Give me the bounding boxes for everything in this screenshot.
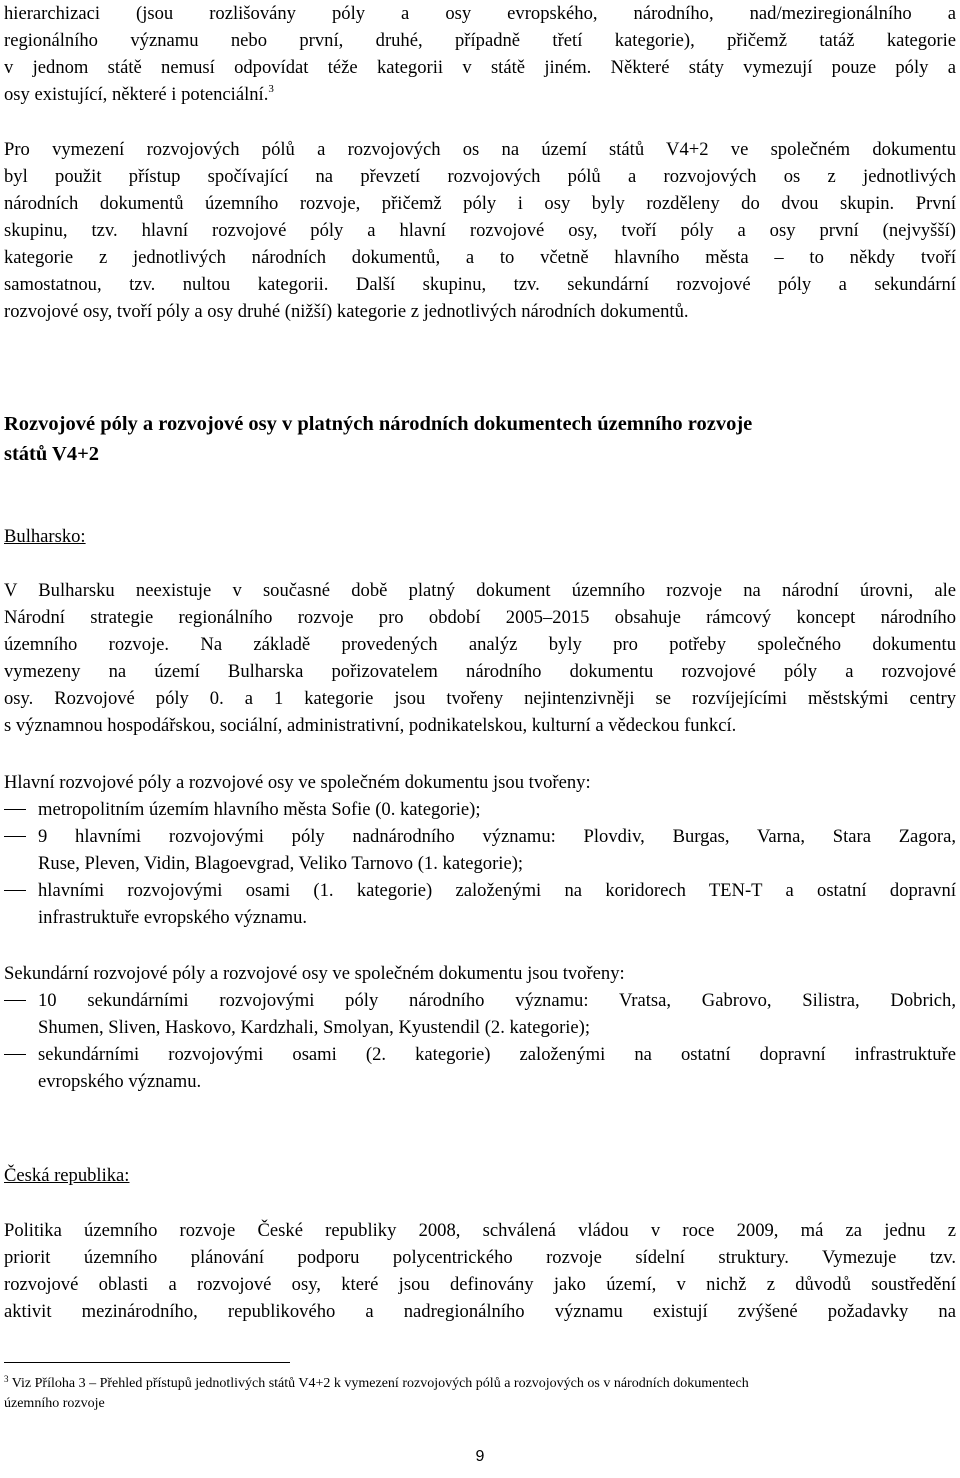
bulgaria-title: [4, 523, 956, 550]
section-heading: [4, 409, 956, 469]
approach-paragraph: [4, 136, 956, 325]
text-line: v jednom státě nemusí odpovídat téže kategorii v státě jiném. Některé státy vymezují pouze póly a: [4, 57, 956, 78]
text-line: 10 sekundárními rozvojovými póly národního významu: Vratsa, Gabrovo, Silistra, Dobrich,: [38, 990, 956, 1011]
text-line: osy. Rozvojové póly 0. a 1 kategorie jsou tvořeny nejintenzivněji se rozvíjejícími městskými centry: [4, 688, 956, 709]
list-item: [4, 987, 956, 1041]
text-line: [4, 81, 956, 108]
subsection-title: Bulharsko:: [4, 526, 86, 547]
text-line: aktivit mezinárodního, republikového a nadregionálního významu existují zvýšené požadavky na: [4, 1301, 956, 1322]
text-line: samostatnou, tzv. nultou kategorii. Další skupinu, tzv. sekundární rozvojové póly a sekundární: [4, 274, 956, 295]
footnote-separator: [4, 1362, 290, 1363]
list-item: [4, 823, 956, 877]
footnote-reference: 3: [268, 83, 274, 95]
text-line: s významnou hospodářskou, sociální, administrativní, podnikatelskou, kulturní a vědeckou funkcí.: [4, 715, 737, 736]
text-line: [4, 1374, 956, 1394]
text-line: metropolitním územím hlavního města Sofie (0. kategorie);: [38, 799, 481, 820]
dash-bullet: [4, 1041, 26, 1068]
text-line: vymezeny na území Bulharska pořizovatelem národního dokumentu rozvojové póly a rozvojové: [4, 661, 956, 682]
text-line: územního rozvoje: [4, 1396, 105, 1411]
text-line: skupinu, tzv. hlavní rozvojové póly a hlavní rozvojové osy, tvoří póly a osy první (nejvyšší): [4, 220, 956, 241]
text-line: priorit územního plánování podporu polycentrického rozvoje sídelní struktury. Vymezuje tzv.: [4, 1247, 956, 1268]
text-line: byl použit přístup spočívající na převzetí rozvojových pólů a rozvojových os z jednotlivých: [4, 166, 956, 187]
text-line: národních dokumentů územního rozvoje, přičemž póly i osy byly rozděleny do dvou skupin. První: [4, 193, 956, 214]
list-item: [4, 796, 956, 823]
text-line: hierarchizaci (jsou rozlišovány póly a osy evropského, národního, nad/meziregionálního a: [4, 3, 956, 24]
dash-bullet: [4, 877, 26, 904]
text-line: Národní strategie regionálního rozvoje pro období 2005–2015 obsahuje rámcový koncept národního: [4, 607, 956, 628]
text-line: regionálního významu nebo první, druhé, případně třetí kategorie), přičemž tatáž kategorie: [4, 30, 956, 51]
main-poles-intro: [4, 769, 956, 796]
bulgaria-paragraph: [4, 577, 956, 739]
text-line: rozvojové osy, tvoří póly a osy druhé (nižší) kategorie z jednotlivých národních dokumentů.: [4, 301, 689, 322]
text-line: evropského významu.: [38, 1071, 202, 1092]
text-line: Ruse, Pleven, Vidin, Blagoevgrad, Veliko Tarnovo (1. kategorie);: [38, 853, 524, 874]
text-line: Pro vymezení rozvojových pólů a rozvojových os na území států V4+2 ve společném dokumentu: [4, 139, 956, 160]
text-line-content: osy existující, některé i potenciální.: [4, 84, 269, 105]
secondary-poles-intro: [4, 960, 956, 987]
page-number: 9: [475, 1448, 485, 1465]
text-line: rozvojové oblasti a rozvojové osy, které jsou definovány jako území, v nichž z důvodů soustředění: [4, 1274, 956, 1295]
heading-line: Rozvojové póly a rozvojové osy v platných národních dokumentech územního rozvoje: [4, 413, 753, 435]
list-item: [4, 1041, 956, 1095]
czech-title: [4, 1162, 956, 1189]
text-line: Politika územního rozvoje České republiky 2008, schválená vládou v roce 2009, má za jednu z: [4, 1220, 956, 1241]
text-line: Shumen, Sliven, Haskovo, Kardzhali, Smolyan, Kyustendil (2. kategorie);: [38, 1017, 591, 1038]
czech-paragraph: [4, 1217, 956, 1325]
dash-bullet: [4, 987, 26, 1014]
footnote-number: 3: [4, 1374, 9, 1384]
dash-bullet: [4, 823, 26, 850]
dash-bullet: [4, 796, 26, 823]
text-line: Sekundární rozvojové póly a rozvojové osy ve společném dokumentu jsou tvořeny:: [4, 963, 625, 984]
text-line: kategorie z jednotlivých národních dokumentů, a to včetně hlavního města – to někdy tvoří: [4, 247, 956, 268]
footnote: [4, 1374, 956, 1414]
intro-paragraph: [4, 0, 956, 108]
footnote-text: Viz Příloha 3 – Přehled přístupů jednotlivých států V4+2 k vymezení rozvojových pólů a rozvojových os v národních dokumentech: [11, 1376, 749, 1391]
text-line: sekundárními rozvojovými osami (2. kategorie) založenými na ostatní dopravní infrastruktuře: [38, 1044, 956, 1065]
text-line: 9 hlavními rozvojovými póly nadnárodního významu: Plovdiv, Burgas, Varna, Stara Zagora,: [38, 826, 956, 847]
heading-line: států V4+2: [4, 443, 100, 465]
text-line: Hlavní rozvojové póly a rozvojové osy ve společném dokumentu jsou tvořeny:: [4, 772, 591, 793]
text-line: hlavními rozvojovými osami (1. kategorie) založenými na koridorech TEN-T a ostatní dopravní: [38, 880, 956, 901]
text-line: územního rozvoje. Na základě provedených analýz byly pro potřeby společného dokumentu: [4, 634, 956, 655]
subsection-title: Česká republika:: [4, 1165, 130, 1186]
text-line: V Bulharsku neexistuje v současné době platný dokument územního rozvoje na národní úrovni, ale: [4, 580, 956, 601]
text-line: infrastruktuře evropského významu.: [38, 907, 308, 928]
list-item: [4, 877, 956, 931]
